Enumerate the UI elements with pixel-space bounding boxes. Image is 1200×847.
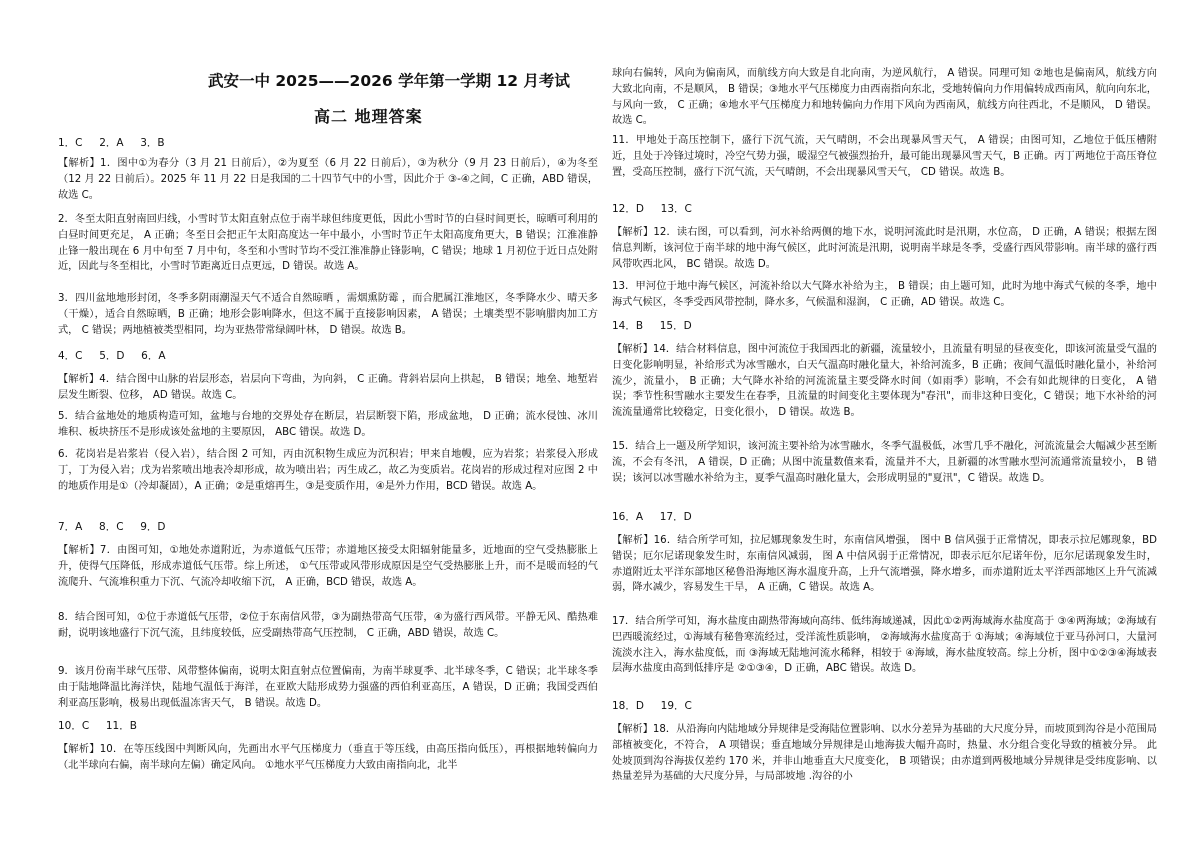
explanation-2: 2．冬至太阳直射南回归线，小雪时节太阳直射点位于南半球但纬度更低，因此小雪时节的白昼时间更长，晾晒可利用的白昼时间更充足， A 正确；冬至日会把正午太阳高度达一年中最小，小雪时节正午太阳高度角更大，B 错误；江淮准静止锋一般出现在 6 月中旬至 7 月中旬，冬至和小雪时节均不受江淮准静止锋影响，C 错误；地球 1 月初位于近日点处附近，因此与冬至相比，小雪时节距离近日点更远，D 错误。故选 A。 bbox=[58, 214, 598, 273]
answer-key-18-19: 18．D 19．C bbox=[612, 700, 692, 712]
explanation-13: 13．甲河位于地中海气候区，河流补给以大气降水补给为主， B 错误；由上题可知，此时为地中海式气候的冬季，地中海式气候区，冬季受西风带控制，降水多，气候温和湿润， C 正确，AD 错误。故选 C。 bbox=[612, 281, 1157, 308]
explanation-10-continued: 球向右偏转，风向为偏南风，而航线方向大致是自北向南，为逆风航行， A 错误。同理可知 ②地也是偏南风，航线方向大致北向南，不是顺风， B 错误；③地水平气压梯度力由西南指向东北，受地转偏向力作用偏转成西南风，航向向东北，与风向一致， C 正确；④地水平气压梯度力和地转偏向力作用下风向为西南风，航线方向往西北，不是顺风， D 错误。故选 C。 bbox=[612, 68, 1157, 127]
explanation-10: 【解析】10．在等压线图中判断风向，先画出水平气压梯度力（垂直于等压线，由高压指向低压），再根据地转偏向力（北半球向右偏，南半球向左偏）确定风向。 ①地水平气压梯度力大致由南指向北，北半 bbox=[58, 744, 598, 771]
explanation-15: 15．结合上一题及所学知识，该河流主要补给为冰雪融水，冬季气温极低，冰雪几乎不融化，河流流量会大幅减少甚至断流，不会有冬汛， A 错误，D 正确；从图中流量数值来看，流量并不大，且新疆的冰雪融水型河流通常流量较小， B 错误；该河以冰雪融水补给为主，夏季气温高时融化量大，会形成明显的"夏汛"，C 错误。故选 D。 bbox=[612, 441, 1157, 484]
explanation-14: 【解析】14．结合材料信息，图中河流位于我国西北的新疆，流量较小，且流量有明显的昼夜变化，即该河流量受气温的日变化影响明显，补给形式为冰雪融水，白天气温高时融化量大，补给河流多，B 正确；夜间气温低时融化量小，补给河流少，流量小， B 正确；大气降水补给的河流流量主要受降水时间（如雨季）影响，不会有如此规律的日变化， A 错误；季节性积雪融水主要发生在春季，且流量的时间变化主要体现为"春汛"，而非这种日变化，C 错误；地下水补给的河流流量通常比较稳定，日变化很小， D 错误。故选 B。 bbox=[612, 344, 1157, 419]
explanation-16: 【解析】16．结合所学可知，拉尼娜现象发生时，东南信风增强， 图中 B 信风强于正常情况，即表示拉尼娜现象，BD 错误；厄尔尼诺现象发生时，东南信风减弱， 图 A 中信风弱于正常情况，即表示厄尔尼诺年份，厄尔尼诺现象发生时，赤道附近太平洋东部地区秘鲁沿海地区海水温度升高，上升气流增强，降水增多，而赤道附近太平洋西部地区上升气流减弱，降水减少，容易发生干旱， A 正确，C 错误。故选 A。 bbox=[612, 535, 1157, 594]
explanation-17: 17．结合所学可知，海水盐度由副热带海域向高纬、低纬海域递减，因此①②两海域海水盐度高于 ③④两海域；②海域有巴西暖流经过，①海域有秘鲁寒流经过，受洋流性质影响， ②海域海水盐度高于 ①海域；④海域位于亚马孙河口，大量河流淡水注入，海水盐度低，而 ③海域无陆地河流水稀释，相较于 ④海域，海水盐度较高。综上分析，图中①②③④海域表层海水盐度由高到低排序是 ②①③④，D 正确，ABC 错误。故选 D。 bbox=[612, 616, 1157, 675]
answer-key-7-9: 7．A 8．C 9．D bbox=[58, 521, 166, 533]
explanation-5: 5．结合盆地处的地质构造可知，盆地与台地的交界处存在断层，岩层断裂下陷，形成盆地， D 正确；流水侵蚀、冰川堆积、板块挤压不是形成该处盆地的主要原因， ABC 错误。故选 D。 bbox=[58, 411, 598, 438]
explanation-8: 8．结合图可知，①位于赤道低气压带，②位于东南信风带，③为副热带高气压带，④为盛行西风带。平静无风、酷热难耐，说明该地盛行下沉气流，且纬度较低，应受副热带高气压控制， C 正确，ABD 错误，故选 C。 bbox=[58, 612, 598, 639]
explanation-9: 9．该月份南半球气压带、风带整体偏南，说明太阳直射点位置偏南，为南半球夏季、北半球冬季，C 错误；北半球冬季由于陆地降温比海洋快，陆地气温低于海洋，在亚欧大陆形成势力强盛的西伯利亚高压，A 错误，D 正确；我国受西伯利亚高压影响，极易出现低温冻害天气， B 错误。故选 D。 bbox=[58, 666, 598, 709]
explanation-3: 3．四川盆地地形封闭，冬季多阴雨潮湿天气不适合自然晾晒 ，需烟熏防霉 ，而合肥属江淮地区，冬季降水少、晴天多（干燥），适合自然晾晒，B 正确；地形会影响降水，但这不属于直接影响因素， A 错误；土壤类型不影响腊肉加工方式， C 错误；两地植被类型相同，均为亚热带常绿阔叶林， D 错误。故选 B。 bbox=[58, 293, 598, 336]
explanation-7: 【解析】7．由图可知，①地处赤道附近，为赤道低气压带；赤道地区接受太阳辐射能量多，近地面的空气受热膨胀上升，使得气压降低，形成赤道低气压带。综上所述， ①气压带或风带形成原因是空气受热膨胀上升，而不是暖而轻的气流爬升、气流堆积重力下沉、气流冷却收缩下沉， A 正确，BCD 错误，故选 A。 bbox=[58, 545, 598, 588]
answer-key-1-3: 1．C 2．A 3．B bbox=[58, 137, 165, 149]
page-title: 武安一中 2025——2026 学年第一学期 12 月考试 bbox=[208, 72, 570, 90]
explanation-1: 【解析】1．图中①为春分（3 月 21 日前后），②为夏至（6 月 22 日前后），③为秋分（9 月 23 日前后），④为冬至（12 月 22 日前后）。2025 年 11 月 22 日是我国的二十四节气中的小雪，因此介于 ③-④之间，C 正确，ABD 错误，故选 C。 bbox=[58, 158, 598, 201]
explanation-6: 6．花岗岩是岩浆岩（侵入岩），结合图 2 可知，丙由沉积物生成应为沉积岩；甲来自地幔，应为岩浆；岩浆侵入形成丁，丁为侵入岩；戊为岩浆喷出地表冷却形成，故为喷出岩；丙生成乙，故乙为变质岩。花岗岩的形成过程对应图 2 中的地质作用是①（冷却凝固），A 正确；②是重熔再生，③是变质作用，④是外力作用，BCD 错误。故选 A。 bbox=[58, 449, 598, 492]
answer-key-4-6: 4．C 5．D 6．A bbox=[58, 350, 166, 362]
answer-key-14-15: 14．B 15．D bbox=[612, 320, 692, 332]
answer-key-12-13: 12．D 13．C bbox=[612, 203, 692, 215]
explanation-18: 【解析】18．从沿海向内陆地域分异规律是受海陆位置影响、以水分差异为基础的大尺度分异，而坡顶到沟谷是小范围局部植被变化，不符合， A 项错误；垂直地域分异规律是山地海拔大幅升高时，热量、水分组合变化导致的植被分异。 此处坡顶到沟谷海拔仅差约 170 米，并非山地垂直大尺度变化， B 项错误；由赤道到两极地域分异规律是受纬度影响、以热量差异为基础的大尺度分异，与局部坡地 .沟谷的小 bbox=[612, 724, 1157, 783]
explanation-4: 【解析】4．结合图中山脉的岩层形态，岩层向下弯曲，为向斜， C 正确。背斜岩层向上拱起， B 错误；地垒、地堑岩层发生断裂、位移， AD 错误。故选 C。 bbox=[58, 374, 598, 401]
answer-key-16-17: 16．A 17．D bbox=[612, 511, 692, 523]
page-subtitle: 高二 地理答案 bbox=[314, 107, 423, 126]
explanation-11: 11．甲地处于高压控制下，盛行下沉气流，天气晴朗，不会出现暴风雪天气， A 错误；由图可知，乙地位于低压槽附近，且处于冷锋过境时，冷空气势力强，暖湿空气被强烈抬升，最可能出现暴风雪天气，B 正确。丙丁两地位于高压脊位置，受高压控制，盛行下沉气流，天气晴朗，不会出现暴风雪天气， CD 错误。故选 B。 bbox=[612, 135, 1157, 178]
answer-key-10-11: 10．C 11．B bbox=[58, 720, 137, 732]
explanation-12: 【解析】12．读右图，可以看到，河水补给两侧的地下水，说明河流此时是汛期，水位高， D 正确，A 错误；根据左图信息判断，该河位于南半球的地中海气候区，此时河流是汛期，说明南半球是冬季，受盛行西风带影响。南半球的盛行西风带吹西北风， BC 错误。故选 D。 bbox=[612, 227, 1157, 270]
